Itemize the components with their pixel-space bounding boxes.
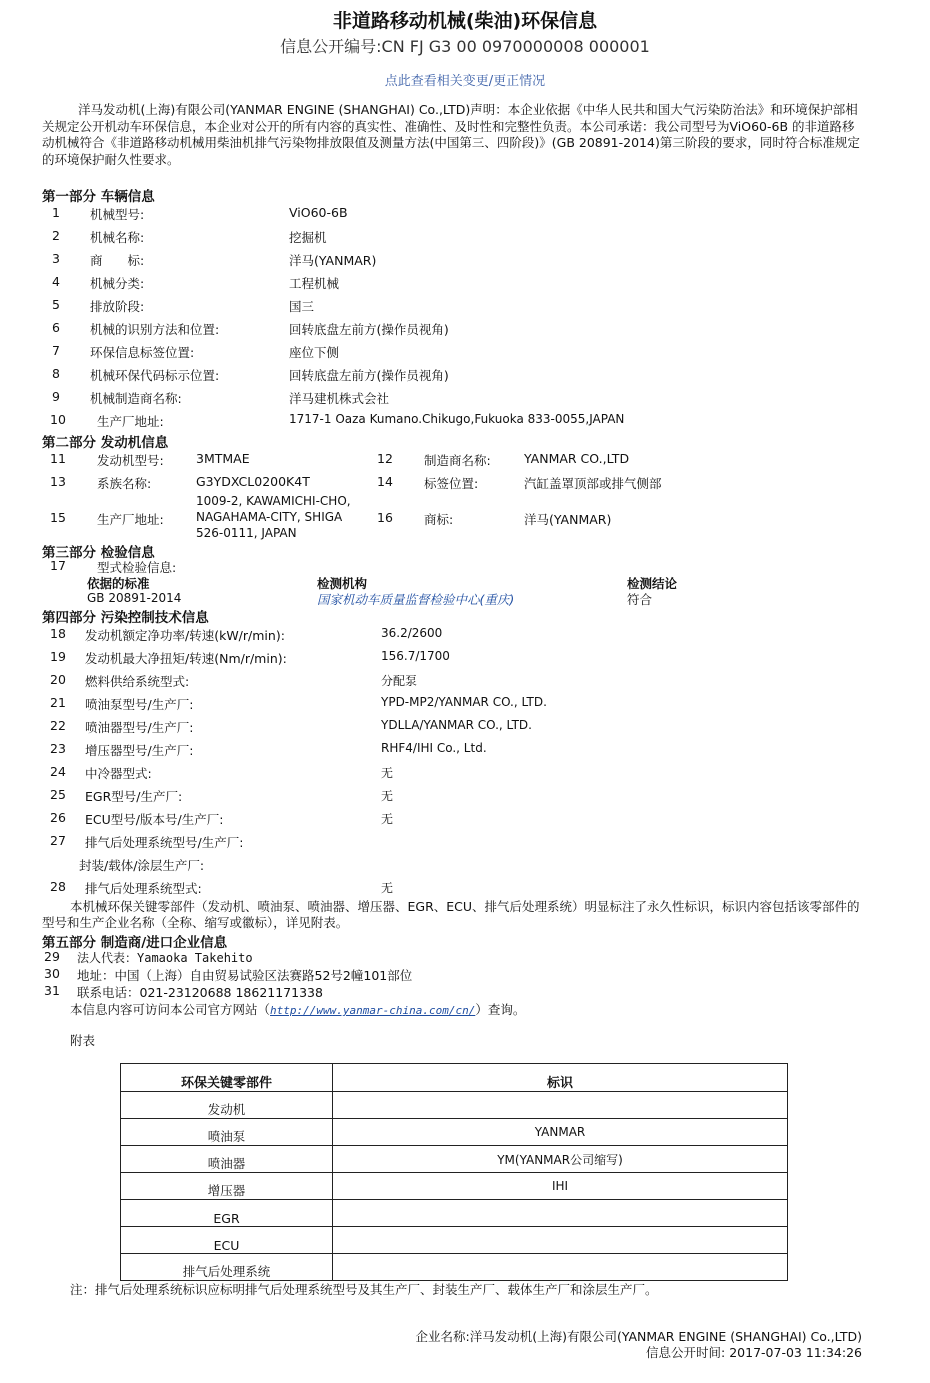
row-number: 29 (44, 949, 60, 964)
part5-heading: 第五部分 制造商/进口企业信息 (42, 935, 228, 951)
footer-company: 企业名称:洋马发动机(上海)有限公司(YANMAR ENGINE (SHANGHAI) Co.,LTD) (415, 1329, 862, 1344)
field-value: YPD-MP2/YANMAR CO., LTD. (381, 695, 547, 709)
family-name-value: G3YDXCL0200K4T (196, 474, 310, 489)
test-agency-value: 国家机动车质量监督检验中心(重庆) (317, 592, 515, 607)
field-label: 封装/载体/涂层生产厂: (79, 858, 205, 873)
annex-part-cell: EGR (121, 1200, 333, 1227)
field-label: 中冷器型式: (85, 766, 152, 781)
row-number: 17 (50, 558, 66, 573)
annex-row (121, 1200, 788, 1227)
field-label: 标签位置: (424, 476, 479, 491)
row-number: 30 (44, 966, 60, 981)
trademark-value: 洋马(YANMAR) (524, 512, 612, 527)
annex-part-cell: ECU (121, 1227, 333, 1254)
row-number: 18 (50, 626, 66, 641)
field-label: 喷油泵型号/生产厂: (85, 697, 194, 712)
page-title: 非道路移动机械(柴油)环保信息 (332, 10, 598, 32)
field-label: 生产厂地址: (97, 414, 164, 429)
website-link[interactable]: http://www.yanmar-china.com/cn/ (270, 1004, 476, 1017)
field-value: 座位下侧 (289, 345, 340, 360)
row-number: 13 (50, 474, 66, 489)
annex-mark-cell: IHI (333, 1173, 788, 1200)
field-value: 工程机械 (289, 276, 340, 291)
field-value: 挖掘机 (289, 230, 327, 245)
part4-heading: 第四部分 污染控制技术信息 (42, 610, 209, 626)
row-number: 1 (52, 205, 60, 220)
website-suffix: ）查询。 (475, 1002, 526, 1017)
field-label: 燃料供给系统型式: (85, 674, 190, 689)
field-label: 发动机额定净功率/转速(kW/r/min): (85, 628, 285, 643)
row-number: 28 (50, 879, 66, 894)
field-label: 环保信息标签位置: (90, 345, 195, 360)
declaration-paragraph: 洋马发动机(上海)有限公司(YANMAR ENGINE (SHANGHAI) Co.,LTD)声明：本企业依据《中华人民共和国大气污染防治法》和环境保护部相关规定公开机动车环保信息，本企业对公开的所有内容的真实性、准确性、及时性和完整性负责。本公司承诺：我公司型号为ViO60-6B 的非道路移动机械符合《非道路移动机械用柴油机排气污染物排放限值及测量方法(中国第三、四阶段)》(GB 20891-2014)第三阶段的要求，同时符合标准规定的环境保护耐久性要求。 (42, 102, 860, 167)
row-number: 24 (50, 764, 66, 779)
field-label: 机械名称: (90, 230, 145, 245)
field-label: 增压器型号/生产厂: (85, 743, 194, 758)
annex-row (121, 1173, 788, 1200)
website-line (70, 1000, 525, 1018)
row-number: 26 (50, 810, 66, 825)
field-value: YDLLA/YANMAR CO., LTD. (381, 718, 532, 732)
annex-part-cell: 增压器 (121, 1173, 333, 1200)
part4-note: 本机械环保关键零部件（发动机、喷油泵、喷油器、增压器、EGR、ECU、排气后处理系统）明显标注了永久性标识，标识内容包括该零部件的型号和生产企业名称（全称、缩写或徽标），详见附表。 (42, 899, 860, 930)
annex-part-cell: 喷油泵 (121, 1119, 333, 1146)
field-label: 商标: (424, 512, 454, 527)
row-number: 3 (52, 251, 60, 266)
annex-table (120, 1063, 788, 1281)
row-number: 8 (52, 366, 60, 381)
field-label: 排放阶段: (90, 299, 145, 314)
annex-part-cell: 喷油器 (121, 1146, 333, 1173)
annex-row (121, 1254, 788, 1281)
row-number: 12 (377, 451, 393, 466)
field-label: 生产厂地址: (97, 512, 164, 527)
field-value: 国三 (289, 299, 315, 314)
annex-mark-cell: YM(YANMAR公司缩写) (333, 1146, 788, 1173)
field-label: 机械的识别方法和位置: (90, 322, 220, 337)
engine-factory-address: 1009-2, KAWAMICHI-CHO, NAGAHAMA-CITY, SHIGA 526-0111, JAPAN (196, 494, 351, 540)
manufacturer-value: YANMAR CO.,LTD (524, 451, 630, 466)
field-label: 机械型号: (90, 207, 145, 222)
column-header-agency: 检测机构 (317, 576, 368, 591)
field-value: 回转底盘左前方(操作员视角) (289, 368, 449, 383)
engine-model-value: 3MTMAE (196, 451, 250, 466)
field-value: 分配泵 (381, 674, 418, 688)
annex-part-cell: 排气后处理系统 (121, 1254, 333, 1281)
row-number: 4 (52, 274, 60, 289)
row-number: 20 (50, 672, 66, 687)
contact-phone: 联系电话：021-23120688 18621171338 (77, 985, 323, 1000)
field-label: 商 标: (90, 253, 145, 268)
annex-row (121, 1092, 788, 1119)
row-number: 21 (50, 695, 66, 710)
label-location-value: 汽缸盖罩顶部或排气侧部 (524, 476, 662, 491)
field-value: 无 (381, 766, 394, 780)
test-standard-value: GB 20891-2014 (87, 591, 182, 605)
column-header-result: 检测结论 (627, 576, 678, 591)
row-number: 31 (44, 983, 60, 998)
row-number: 10 (50, 412, 66, 427)
annex-mark-cell (333, 1092, 788, 1119)
field-label: 系族名称: (97, 476, 152, 491)
column-header-standard: 依据的标准 (87, 576, 150, 591)
row-number: 7 (52, 343, 60, 358)
row-number: 9 (52, 389, 60, 404)
annex-row (121, 1227, 788, 1254)
annex-note: 注：排气后处理系统标识应标明排气后处理系统型号及其生产厂、封装生产厂、载体生产厂和涂层生产厂。 (70, 1282, 658, 1297)
annex-part-cell: 发动机 (121, 1092, 333, 1119)
annex-row (121, 1119, 788, 1146)
row-number: 11 (50, 451, 66, 466)
change-history-link[interactable]: 点此查看相关变更/更正情况 (384, 74, 546, 89)
field-value: RHF4/IHI Co., Ltd. (381, 741, 487, 755)
annex-label: 附表 (70, 1033, 96, 1048)
annex-row (121, 1146, 788, 1173)
annex-mark-cell (333, 1254, 788, 1281)
field-label: 机械分类: (90, 276, 145, 291)
row-number: 15 (50, 510, 66, 525)
field-label: 发动机最大净扭矩/转速(Nm/r/min): (85, 651, 287, 666)
field-value: 1717-1 Oaza Kumano.Chikugo,Fukuoka 833-0055,JAPAN (289, 412, 625, 426)
field-value: 无 (381, 881, 394, 895)
field-value: 无 (381, 812, 394, 826)
row-number: 6 (52, 320, 60, 335)
part2-heading: 第二部分 发动机信息 (42, 435, 169, 451)
row-number: 2 (52, 228, 60, 243)
field-value: 洋马(YANMAR) (289, 253, 377, 268)
row-number: 27 (50, 833, 66, 848)
website-prefix: 本信息内容可访问本公司官方网站（ (70, 1002, 271, 1017)
legal-representative: 法人代表：Yamaoka Takehito (77, 951, 253, 965)
part3-heading: 第三部分 检验信息 (42, 545, 155, 561)
row-number: 25 (50, 787, 66, 802)
row-number: 16 (377, 510, 393, 525)
annex-mark-cell: YANMAR (333, 1119, 788, 1146)
row-number: 22 (50, 718, 66, 733)
field-value: 洋马建机株式会社 (289, 391, 390, 406)
field-value: 156.7/1700 (381, 649, 450, 663)
field-label: 排气后处理系统型式: (85, 881, 202, 896)
annex-column-mark: 标识 (333, 1064, 788, 1092)
field-label: 型式检验信息: (97, 560, 177, 575)
field-value: 无 (381, 789, 394, 803)
annex-mark-cell (333, 1200, 788, 1227)
field-label: 喷油器型号/生产厂: (85, 720, 194, 735)
field-value: 回转底盘左前方(操作员视角) (289, 322, 449, 337)
field-label: EGR型号/生产厂: (85, 789, 183, 804)
row-number: 19 (50, 649, 66, 664)
field-value: 36.2/2600 (381, 626, 443, 640)
field-label: 排气后处理系统型号/生产厂: (85, 835, 244, 850)
disclosure-number: 信息公开编号:CN FJ G3 00 0970000008 000001 (280, 37, 650, 56)
footer-time: 信息公开时间: 2017-07-03 11:34:26 (646, 1345, 862, 1360)
row-number: 14 (377, 474, 393, 489)
field-label: 发动机型号: (97, 453, 164, 468)
annex-mark-cell (333, 1227, 788, 1254)
test-result-value: 符合 (627, 592, 653, 607)
company-address: 地址：中国（上海）自由贸易试验区法赛路52号2幢101部位 (77, 968, 413, 983)
field-label: ECU型号/版本号/生产厂: (85, 812, 224, 827)
row-number: 5 (52, 297, 60, 312)
field-label: 机械环保代码标示位置: (90, 368, 220, 383)
part1-heading: 第一部分 车辆信息 (42, 189, 155, 205)
annex-column-part: 环保关键零部件 (121, 1064, 333, 1092)
field-label: 制造商名称: (424, 453, 491, 468)
field-label: 机械制造商名称: (90, 391, 182, 406)
row-number: 23 (50, 741, 66, 756)
field-value: ViO60-6B (289, 205, 348, 220)
